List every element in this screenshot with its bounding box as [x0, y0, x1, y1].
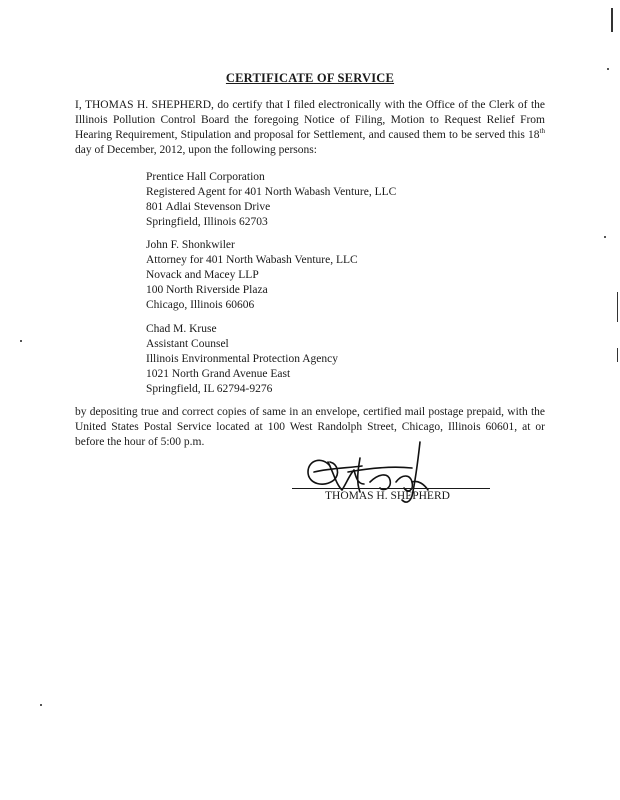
recipient-block — [146, 238, 358, 313]
scan-speck — [607, 68, 609, 70]
scan-edge-mark — [617, 348, 618, 362]
signature-line — [292, 488, 490, 489]
ordinal-suffix: th — [539, 127, 545, 136]
scan-speck — [40, 704, 42, 706]
recipient-line: Springfield, Illinois 62703 — [146, 216, 268, 228]
recipient-line: Chad M. Kruse — [146, 323, 217, 335]
recipient-line: Registered Agent for 401 North Wabash Venture, LLC — [146, 186, 397, 198]
signer-name: THOMAS H. SHEPHERD — [325, 490, 450, 502]
recipient-block — [146, 322, 338, 397]
recipient-line: John F. Shonkwiler — [146, 239, 235, 251]
recipient-line: Assistant Counsel — [146, 338, 229, 350]
scan-edge-mark — [611, 8, 613, 32]
recipient-line: Attorney for 401 North Wabash Venture, LLC — [146, 254, 358, 266]
recipient-line: Illinois Environmental Protection Agency — [146, 353, 338, 365]
closing-paragraph: by depositing true and correct copies of same in an envelope, certified mail postage prepaid, with the United States Postal Service located at 100 West Randolph Street, Chicago, Illinois 60601, at or before the hour of 5:00 p.m. — [75, 406, 545, 448]
certification-paragraph — [75, 98, 545, 158]
certification-text: I, THOMAS H. SHEPHERD, do certify that I filed electronically with the Office of the Clerk of the Illinois Pollution Control Board the foregoing Notice of Filing, Motion to Request Relief From Hearing Requirement, Stipulation and proposal for Settlement, and caused them to be served this 18 — [75, 99, 545, 141]
scan-edge-mark — [617, 292, 618, 322]
recipient-line: 801 Adlai Stevenson Drive — [146, 201, 271, 213]
scan-speck — [604, 236, 606, 238]
recipient-line: Prentice Hall Corporation — [146, 171, 265, 183]
recipient-line: Novack and Macey LLP — [146, 269, 259, 281]
recipient-block — [146, 170, 396, 230]
scan-speck — [20, 340, 22, 342]
recipient-line: 100 North Riverside Plaza — [146, 284, 268, 296]
document-title: CERTIFICATE OF SERVICE — [225, 71, 395, 85]
recipient-line: Springfield, IL 62794-9276 — [146, 383, 273, 395]
recipient-line: Chicago, Illinois 60606 — [146, 299, 255, 311]
certification-text-end: day of December, 2012, upon the following persons: — [75, 144, 317, 156]
recipient-line: 1021 North Grand Avenue East — [146, 368, 291, 380]
